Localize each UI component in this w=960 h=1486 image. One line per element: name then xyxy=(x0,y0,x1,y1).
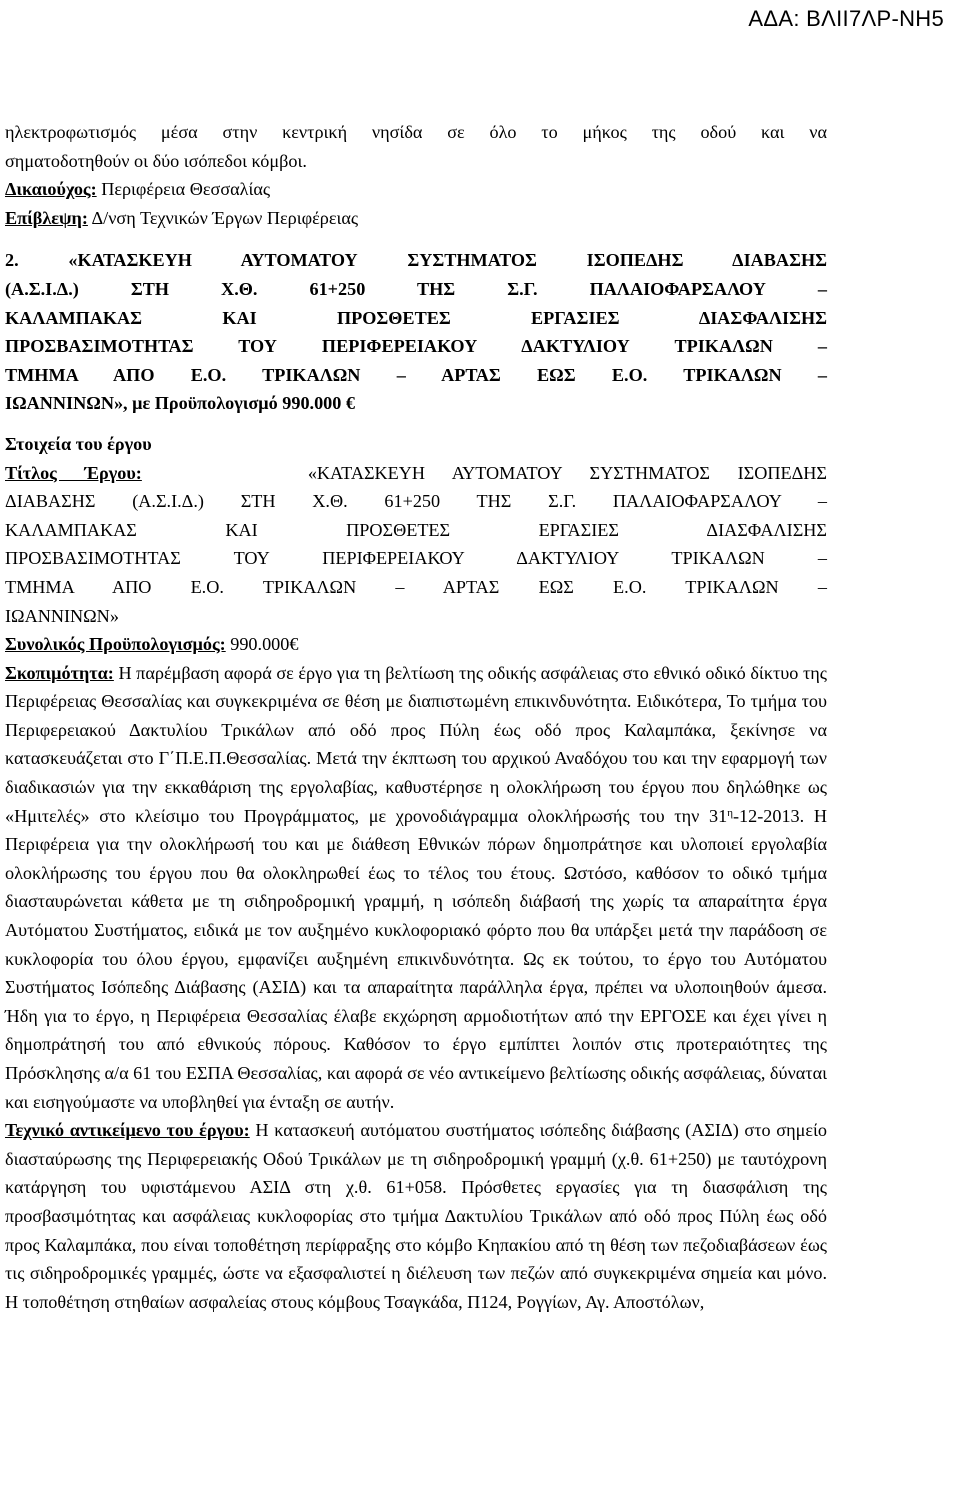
budget-value: 990.000€ xyxy=(225,634,299,655)
budget-line xyxy=(5,630,827,659)
technical-text: Η κατασκευή αυτόματου συστήματος ισόπεδης διάβασης (ΑΣΙΔ) στο σημείο διασταύρωσης της Περιφερειακής Οδού Τρικάλων με τη σιδηροδρομική γραμμή (χ.θ. 61+250) με ταυτόχρονη κατάργηση του υφιστάμενου ΑΣΙΔ στη χ.θ. 61+058. Πρόσθετες εργασίες για τη διασφάλιση της προσβασιμότητας και ασφάλειας κυκλοφορίας στο τμήμα Δακτυλίου Τρικάλων από οδό προς Πύλη έως οδό προς Καλαμπάκα, που είναι τοποθέτηση περίφραξης στο κόμβο Κηπακίου από τη θέση των πεζοδιαβάσεων έως τις σιδηροδρομικές γραμμές, ώστε να εξασφαλιστεί η διέλευση των πεζών από συγκεκριμένα σημεία και μόνο. Η τοποθέτηση στηθαίων ασφαλείας στους κόμβους Τσαγκάδα, Π124, Ρογγίων, Αγ. Αποστόλων, xyxy=(5,1120,827,1312)
intro-paragraph xyxy=(5,118,827,175)
beneficiary-label: Δικαιούχος: xyxy=(5,179,97,200)
beneficiary-value: Περιφέρεια Θεσσαλίας xyxy=(96,179,271,200)
title-block xyxy=(5,459,827,631)
spacer xyxy=(5,232,827,246)
title-line: ΠΡΟΣΒΑΣΙΜΟΤΗΤΑΣ ΤΟΥ ΠΕΡΙΦΕΡΕΙΑΚΟΥ ΔΑΚΤΥΛΙΟΥ ΤΡΙΚΑΛΩΝ – xyxy=(5,548,827,569)
purpose-paragraph xyxy=(5,659,827,1117)
project-heading-line: (Α.Σ.Ι.Δ.) ΣΤΗ Χ.Θ. 61+250 ΤΗΣ Σ.Γ. ΠΑΛΑΙΟΦΑΡΣΑΛΟΥ – xyxy=(5,278,827,299)
document-body xyxy=(5,118,827,1316)
title-line xyxy=(5,459,827,488)
project-heading xyxy=(5,246,827,418)
title-line: ΙΩΑΝΝΙΝΩΝ» xyxy=(5,605,119,626)
project-heading-line: ΠΡΟΣΒΑΣΙΜΟΤΗΤΑΣ ΤΟΥ ΠΕΡΙΦΕΡΕΙΑΚΟΥ ΔΑΚΤΥΛΙΟΥ ΤΡΙΚΑΛΩΝ – xyxy=(5,336,827,357)
purpose-text-continued: -12-2013. Η Περιφέρεια για την ολοκλήρωσή του και με διάθεση Εθνικών πόρων δημοπράτησε και υλοποιεί εργολαβία ολοκλήρωσης του έργου που θα ολοκληρωθεί έως το τέλος του έτους. Ωστόσο, καθόσον το οδικό τμήμα διασταυρώνεται κάθετα με τη σιδηροδρομική γραμμή, η ισόπεδη διάβασή της χωρίς τα απαραίτητα έργα Αυτόματου Συστήματος, ειδικά με τον αυξημένο κυκλοφοριακό φόρτο που θα υπάρξει μετά την παράδοση σε κυκλοφορία του όλου έργου, εμφανίζει αυξημένη επικινδυνότητα. Ως εκ τούτου, το έργο του Αυτόματου Συστήματος Ισόπεδης Διάβασης (ΑΣΙΔ) και τα απαραίτητα παράλληλα έργα, πρέπει να υλοποιηθούν άμεσα. Ήδη για το έργο, η Περιφέρεια Θεσσαλίας έλαβε εκχώρηση αρμοδιοτήτων από την ΕΡΓΟΣΕ και έχει γίνει η δημοπράτησή του από εθνικούς πόρους. Καθόσον το έργο εμπίπτει λοιπόν στις προτεραιότητες της Πρόσκλησης α/α 61 του ΕΣΠΑ Θεσσαλίας, και αφορά σε νέο αντικείμενο βελτίωσης οδικής ασφάλειας, δύναται και εισηγούμαστε να υποβληθεί για ένταξη σε αυτήν. xyxy=(5,805,827,1112)
ada-code: ΑΔΑ: ΒΛΙΙ7ΛΡ-ΝΗ5 xyxy=(748,6,944,31)
supervision-line xyxy=(5,204,827,233)
ordinal-superscript: η xyxy=(727,806,733,819)
project-heading-line: 2. «ΚΑΤΑΣΚΕΥΗ ΑΥΤΟΜΑΤΟΥ ΣΥΣΤΗΜΑΤΟΣ ΙΣΟΠΕΔΗΣ ΔΙΑΒΑΣΗΣ xyxy=(5,250,827,271)
title-line: ΔΙΑΒΑΣΗΣ (Α.Σ.Ι.Δ.) ΣΤΗ Χ.Θ. 61+250 ΤΗΣ Σ.Γ. ΠΑΛΑΙΟΦΑΡΣΑΛΟΥ – xyxy=(5,491,827,512)
technical-paragraph xyxy=(5,1116,827,1316)
supervision-value: Δ/νση Τεχνικών Έργων Περιφέρειας xyxy=(87,207,359,228)
details-heading: Στοιχεία του έργου xyxy=(5,433,152,454)
purpose-text: Η παρέμβαση αφορά σε έργο για τη βελτίωση της οδικής ασφάλειας στο εθνικό οδικό δίκτυο της Περιφέρειας Θεσσαλίας και συγκεκριμένα σε θέση με διαπιστωμένη επικινδυνότητα. Ειδικότερα, Το τμήμα του Περιφερειακού Δακτυλίου Τρικάλων από οδό προς Πύλη έως οδό προς Καλαμπάκα, ξεκίνησε να κατασκευάζεται στο Γ΄Π.Ε.Π.Θεσσαλίας. Μετά την έκπτωση του αρχικού Αναδόχου του και την εφαρμογή των διαδικασιών για την εκκαθάριση της εργολαβίας, καθυστέρησε η ολοκλήρωση του έργου που δηλώθηκε ως «Ημιτελές» στο κλείσιμο του Προγράμματος, με χρονοδιάγραμμα ολοκλήρωσής του την 31 xyxy=(5,662,827,826)
project-heading-line: ΚΑΛΑΜΠΑΚΑΣ ΚΑΙ ΠΡΟΣΘΕΤΕΣ ΕΡΓΑΣΙΕΣ ΔΙΑΣΦΑΛΙΣΗΣ xyxy=(5,307,827,328)
supervision-label: Επίβλεψη: xyxy=(5,207,88,228)
beneficiary-line xyxy=(5,175,827,204)
title-line: ΚΑΛΑΜΠΑΚΑΣ ΚΑΙ ΠΡΟΣΘΕΤΕΣ ΕΡΓΑΣΙΕΣ ΔΙΑΣΦΑΛΙΣΗΣ xyxy=(5,519,827,540)
purpose-label: Σκοπιμότητα: xyxy=(5,662,114,683)
project-heading-line: ΙΩΑΝΝΙΝΩΝ», με Προϋπολογισμό 990.000 € xyxy=(5,393,356,414)
intro-line: ηλεκτροφωτισμός μέσα στην κεντρική νησίδα σε όλο το μήκος της οδού και να xyxy=(5,122,827,142)
title-line: ΤΜΗΜΑ ΑΠΟ Ε.Ο. ΤΡΙΚΑΛΩΝ – ΑΡΤΑΣ ΕΩΣ Ε.Ο. ΤΡΙΚΑΛΩΝ – xyxy=(5,576,827,597)
technical-label: Τεχνικό αντικείμενο του έργου: xyxy=(5,1120,250,1141)
title-line-text: «ΚΑΤΑΣΚΕΥΗ ΑΥΤΟΜΑΤΟΥ ΣΥΣΤΗΜΑΤΟΣ ΙΣΟΠΕΔΗΣ xyxy=(307,462,828,483)
intro-line: σηματοδοτηθούν οι δύο ισόπεδοι κόμβοι. xyxy=(5,150,307,171)
project-heading-line: ΤΜΗΜΑ ΑΠΟ Ε.Ο. ΤΡΙΚΑΛΩΝ – ΑΡΤΑΣ ΕΩΣ Ε.Ο. ΤΡΙΚΑΛΩΝ – xyxy=(5,364,827,385)
title-label: Τίτλος Έργου: xyxy=(5,462,142,483)
budget-label: Συνολικός Προϋπολογισμός: xyxy=(5,634,226,655)
spacer xyxy=(5,418,827,430)
